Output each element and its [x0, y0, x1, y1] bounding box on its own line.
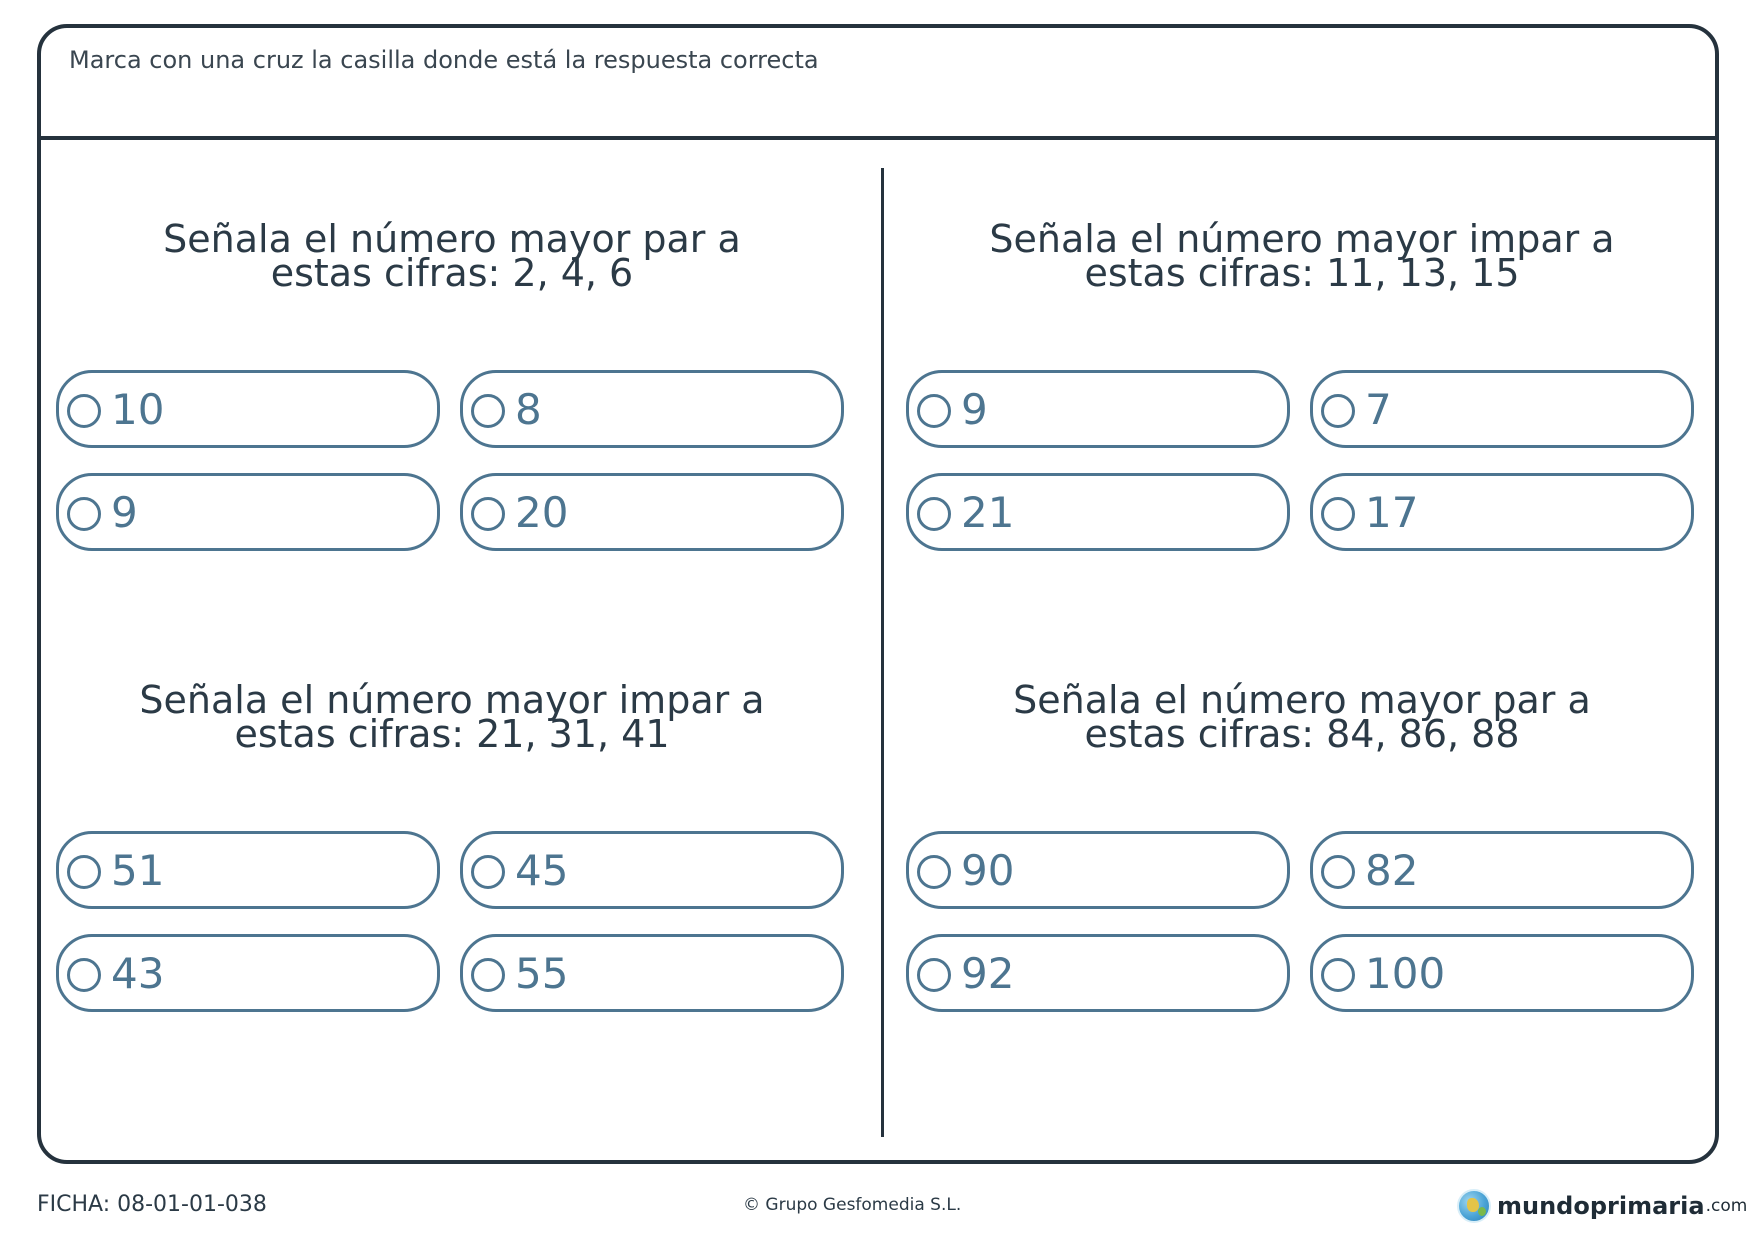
option-label: 21	[961, 488, 1015, 537]
option-label: 9	[961, 385, 988, 434]
radio-circle-icon[interactable]	[1321, 394, 1355, 428]
question-4-line-1: Señala el número mayor par a	[1013, 678, 1591, 722]
option-label: 55	[515, 949, 569, 998]
radio-circle-icon[interactable]	[1321, 497, 1355, 531]
q3-option-4[interactable]	[460, 934, 844, 1012]
q4-option-4[interactable]	[1310, 934, 1694, 1012]
radio-circle-icon[interactable]	[1321, 958, 1355, 992]
radio-circle-icon[interactable]	[67, 497, 101, 531]
option-label: 51	[111, 846, 165, 895]
question-3	[52, 678, 852, 756]
q4-option-1[interactable]	[906, 831, 1290, 909]
q1-option-4[interactable]	[460, 473, 844, 551]
radio-circle-icon[interactable]	[471, 958, 505, 992]
q2-option-3[interactable]	[906, 473, 1290, 551]
q2-option-2[interactable]	[1310, 370, 1694, 448]
question-1	[52, 217, 852, 295]
option-label: 100	[1365, 949, 1446, 998]
q1-option-2[interactable]	[460, 370, 844, 448]
option-label: 17	[1365, 488, 1419, 537]
q3-option-1[interactable]	[56, 831, 440, 909]
instruction-text: Marca con una cruz la casilla donde está la respuesta correcta	[69, 46, 819, 74]
instruction-bar	[41, 28, 1715, 140]
radio-circle-icon[interactable]	[67, 855, 101, 889]
question-2-line-1: Señala el número mayor impar a	[989, 217, 1615, 261]
option-label: 8	[515, 385, 542, 434]
radio-circle-icon[interactable]	[917, 958, 951, 992]
option-label: 7	[1365, 385, 1392, 434]
option-label: 92	[961, 949, 1015, 998]
q3-option-3[interactable]	[56, 934, 440, 1012]
radio-circle-icon[interactable]	[471, 394, 505, 428]
option-label: 82	[1365, 846, 1419, 895]
q1-option-3[interactable]	[56, 473, 440, 551]
option-label: 43	[111, 949, 165, 998]
q2-option-1[interactable]	[906, 370, 1290, 448]
center-divider	[881, 168, 884, 1137]
option-label: 45	[515, 846, 569, 895]
mundoprimaria-logo[interactable]	[1457, 1186, 1747, 1226]
q2-option-4[interactable]	[1310, 473, 1694, 551]
ficha-code: FICHA: 08-01-01-038	[37, 1192, 267, 1217]
logo-tld: .com	[1705, 1196, 1748, 1216]
q1-option-1[interactable]	[56, 370, 440, 448]
question-3-line-1: Señala el número mayor impar a	[139, 678, 765, 722]
question-1-line-1: Señala el número mayor par a	[163, 217, 741, 261]
question-3-line-2: estas cifras: 21, 31, 41	[234, 712, 670, 756]
globe-icon	[1457, 1189, 1491, 1223]
radio-circle-icon[interactable]	[917, 394, 951, 428]
radio-circle-icon[interactable]	[67, 958, 101, 992]
logo-name: mundoprimaria	[1497, 1192, 1705, 1220]
option-label: 9	[111, 488, 138, 537]
question-4	[902, 678, 1702, 756]
option-label: 10	[111, 385, 165, 434]
question-1-line-2: estas cifras: 2, 4, 6	[270, 251, 634, 295]
option-label: 20	[515, 488, 569, 537]
radio-circle-icon[interactable]	[471, 497, 505, 531]
radio-circle-icon[interactable]	[471, 855, 505, 889]
q3-option-2[interactable]	[460, 831, 844, 909]
question-4-line-2: estas cifras: 84, 86, 88	[1084, 712, 1520, 756]
radio-circle-icon[interactable]	[67, 394, 101, 428]
copyright-notice: © Grupo Gesfomedia S.L.	[743, 1195, 962, 1215]
question-2	[902, 217, 1702, 295]
q4-option-2[interactable]	[1310, 831, 1694, 909]
option-label: 90	[961, 846, 1015, 895]
question-2-line-2: estas cifras: 11, 13, 15	[1084, 251, 1520, 295]
radio-circle-icon[interactable]	[1321, 855, 1355, 889]
radio-circle-icon[interactable]	[917, 855, 951, 889]
radio-circle-icon[interactable]	[917, 497, 951, 531]
q4-option-3[interactable]	[906, 934, 1290, 1012]
